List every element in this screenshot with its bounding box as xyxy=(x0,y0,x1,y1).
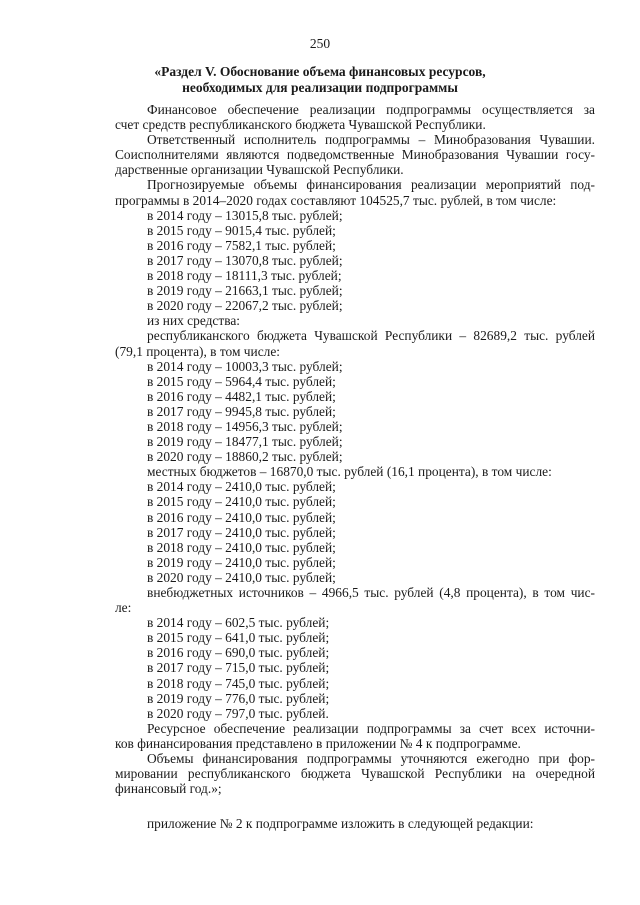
document-body xyxy=(115,102,595,831)
list-item: в 2019 году – 776,0 тыс. рублей; xyxy=(147,690,330,706)
list-item: в 2015 году – 5964,4 тыс. рублей; xyxy=(147,373,336,389)
list-item: в 2015 году – 2410,0 тыс. рублей; xyxy=(147,494,336,510)
list-item: в 2020 году – 22067,2 тыс. рублей; xyxy=(147,298,343,314)
list-item: в 2018 году – 14956,3 тыс. рублей; xyxy=(147,418,343,434)
heading-line-1: «Раздел V. Обоснование объема финансовых ресурсов, xyxy=(154,64,486,79)
paragraph-line: Соисполнителями являются подведомственные Минобразования Чувашии госу- xyxy=(115,147,595,163)
paragraph-line: (79,1 процента), в том числе: xyxy=(115,343,280,359)
list-item: в 2020 году – 2410,0 тыс. рублей; xyxy=(147,569,336,585)
paragraph-line: ков финансирования представлено в приложении № 4 к подпрограмме. xyxy=(115,735,521,751)
paragraph-line: дарственные организации Чувашской Республики. xyxy=(115,162,404,178)
list-item: в 2014 году – 10003,3 тыс. рублей; xyxy=(147,358,343,374)
list-item: в 2019 году – 21663,1 тыс. рублей; xyxy=(147,283,343,299)
page-number: 250 xyxy=(309,36,331,51)
list-item: в 2014 году – 2410,0 тыс. рублей; xyxy=(147,479,336,495)
paragraph-line: Прогнозируемые объемы финансирования реализации мероприятий под- xyxy=(147,177,595,193)
list-item: в 2014 году – 602,5 тыс. рублей; xyxy=(147,615,330,631)
list-item: в 2016 году – 4482,1 тыс. рублей; xyxy=(147,388,336,404)
heading-line-2: необходимых для реализации подпрограммы xyxy=(182,80,458,95)
paragraph-line: мировании республиканского бюджета Чувашской Республики на очередной xyxy=(115,766,595,782)
list-item: в 2019 году – 2410,0 тыс. рублей; xyxy=(147,554,336,570)
list-item: в 2016 году – 690,0 тыс. рублей; xyxy=(147,645,330,661)
paragraph-line: счет средств республиканского бюджета Чувашской Республики. xyxy=(115,117,486,133)
list-item: в 2017 году – 2410,0 тыс. рублей; xyxy=(147,524,336,540)
list-item: в 2016 году – 2410,0 тыс. рублей; xyxy=(147,509,336,525)
list-item: в 2016 году – 7582,1 тыс. рублей; xyxy=(147,237,336,253)
list-item: в 2017 году – 715,0 тыс. рублей; xyxy=(147,660,330,676)
list-item: в 2014 году – 13015,8 тыс. рублей; xyxy=(147,207,343,223)
list-item: в 2015 году – 9015,4 тыс. рублей; xyxy=(147,222,336,238)
paragraph-line: ле: xyxy=(115,600,132,616)
list-item: в 2019 году – 18477,1 тыс. рублей; xyxy=(147,434,343,450)
paragraph-line: местных бюджетов – 16870,0 тыс. рублей (16,1 процента), в том числе: xyxy=(147,464,552,480)
paragraph-line: финансовый год.»; xyxy=(115,781,222,797)
section-heading xyxy=(40,64,600,96)
paragraph-line: Объемы финансирования подпрограммы уточняются ежегодно при фор- xyxy=(147,751,595,767)
paragraph-line: из них средства: xyxy=(147,313,241,329)
list-item: в 2015 году – 641,0 тыс. рублей; xyxy=(147,630,330,646)
list-item: в 2018 году – 2410,0 тыс. рублей; xyxy=(147,539,336,555)
paragraph-line: Ответственный исполнитель подпрограммы – Минобразования Чувашии. xyxy=(147,132,595,148)
list-item: в 2018 году – 18111,3 тыс. рублей; xyxy=(147,268,342,284)
paragraph-line: внебюджетных источников – 4966,5 тыс. рублей (4,8 процента), в том чис- xyxy=(147,585,595,600)
paragraph-line: Ресурсное обеспечение реализации подпрограммы за счет всех источни- xyxy=(147,720,595,736)
list-item: в 2020 году – 797,0 тыс. рублей. xyxy=(147,705,329,721)
paragraph-line: приложение № 2 к подпрограмме изложить в следующей редакции: xyxy=(147,816,534,832)
paragraph-line: программы в 2014–2020 годах составляют 104525,7 тыс. рублей, в том числе: xyxy=(115,192,557,208)
paragraph-line: Финансовое обеспечение реализации подпрограммы осуществляется за xyxy=(147,102,595,117)
list-item: в 2018 году – 745,0 тыс. рублей; xyxy=(147,675,330,691)
list-item: в 2017 году – 9945,8 тыс. рублей; xyxy=(147,403,336,419)
list-item: в 2020 году – 18860,2 тыс. рублей; xyxy=(147,449,343,465)
paragraph-line: республиканского бюджета Чувашской Республики – 82689,2 тыс. рублей xyxy=(147,328,595,344)
list-item: в 2017 году – 13070,8 тыс. рублей; xyxy=(147,252,343,268)
